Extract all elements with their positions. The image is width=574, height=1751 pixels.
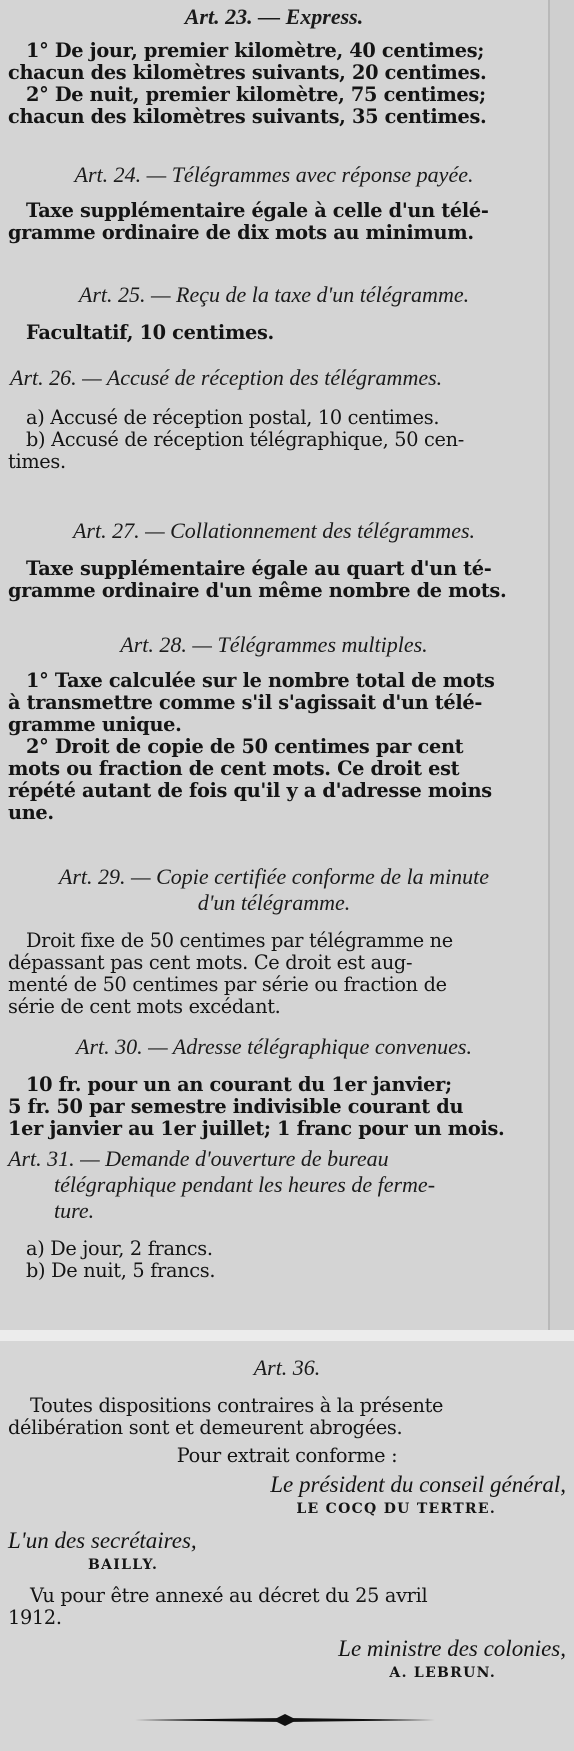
article-body — [8, 1395, 566, 1439]
text-line: 10 fr. pour un an courant du 1er janvier; — [26, 1073, 452, 1096]
article-27 — [8, 518, 540, 602]
closing-rule-ornament — [135, 1713, 435, 1727]
article-31 — [8, 1146, 540, 1282]
text-line: gramme ordinaire de dix mots au minimum. — [8, 221, 474, 244]
column-separator — [0, 1330, 574, 1341]
president-name: LE COCQ DU TERTRE. — [296, 1501, 496, 1517]
minister-title: Le ministre des colonies, — [338, 1636, 566, 1661]
text-line: gramme ordinaire d'un même nombre de mots. — [8, 579, 507, 602]
text-line: délibération sont et demeurent abrogées. — [8, 1416, 403, 1439]
president-title: Le président du conseil général, — [270, 1472, 566, 1497]
article-heading: Art. 23. — Express. — [184, 4, 364, 29]
article-29 — [8, 864, 540, 1018]
article-heading: Art. 24. — Télégrammes avec réponse payée. — [74, 162, 474, 187]
text-line: b) Accusé de réception télégraphique, 50 cen- — [26, 428, 464, 451]
article-heading: Art. 26. — Accusé de réception des télégrammes. — [10, 365, 443, 390]
text-line: Droit fixe de 50 centimes par télégramme ne — [26, 929, 453, 952]
text-line: répété autant de fois qu'il y a d'adresse moins — [8, 779, 492, 802]
text-line: une. — [8, 801, 54, 824]
article-heading-continued: télégraphique pendant les heures de ferme- — [54, 1172, 436, 1197]
article-25 — [8, 282, 540, 344]
article-heading: Art. 27. — Collationnement des télégrammes. — [72, 518, 476, 543]
article-body — [8, 1238, 540, 1282]
article-body — [8, 930, 540, 1018]
minister-name: A. LEBRUN. — [389, 1665, 496, 1681]
secretary-name: BAILLY. — [88, 1557, 159, 1573]
text-line: 1° De jour, premier kilomètre, 40 centimes; — [26, 39, 485, 62]
article-body — [8, 1074, 540, 1140]
article-body — [8, 670, 540, 824]
article-heading-continued: d'un télégramme. — [197, 890, 351, 915]
extract-line: Pour extrait conforme : — [176, 1444, 398, 1467]
text-line: Taxe supplémentaire égale au quart d'un té- — [26, 557, 492, 580]
text-line: b) De nuit, 5 francs. — [26, 1259, 216, 1282]
article-body — [8, 407, 540, 473]
article-heading: Art. 28. — Télégrammes multiples. — [120, 632, 428, 657]
text-line: Toutes dispositions contraires à la présente — [30, 1394, 444, 1417]
text-line: 5 fr. 50 par semestre indivisible courant du — [8, 1095, 464, 1118]
text-line: times. — [8, 450, 66, 473]
article-heading: Art. 29. — Copie certifiée conforme de la minute — [58, 864, 490, 889]
text-line: série de cent mots excédant. — [8, 995, 281, 1018]
article-heading: Art. 31. — Demande d'ouverture de bureau — [8, 1146, 389, 1171]
text-line: a) Accusé de réception postal, 10 centimes. — [26, 406, 440, 429]
article-heading: Art. 25. — Reçu de la taxe d'un télégramme. — [78, 282, 470, 307]
text-line: menté de 50 centimes par série ou fraction de — [8, 973, 447, 996]
text-line: mots ou fraction de cent mots. Ce droit est — [8, 757, 460, 780]
article-body — [8, 200, 540, 244]
lower-column — [0, 1341, 574, 1751]
text-line: à transmettre comme s'il s'agissait d'un télé- — [8, 691, 483, 714]
article-28 — [8, 632, 540, 824]
text-line: Facultatif, 10 centimes. — [26, 321, 274, 344]
article-26 — [8, 365, 540, 473]
article-30 — [8, 1034, 540, 1140]
article-24 — [8, 162, 540, 244]
article-heading: Art. 30. — Adresse télégraphique convenues. — [76, 1034, 472, 1059]
annex-text — [8, 1585, 566, 1629]
text-line: chacun des kilomètres suivants, 20 centimes. — [8, 61, 487, 84]
article-heading: Art. 36. — [253, 1355, 321, 1380]
article-23 — [8, 4, 540, 128]
text-line: 1° Taxe calculée sur le nombre total de mots — [26, 669, 495, 692]
text-line: Vu pour être annexé au décret du 25 avril — [30, 1584, 428, 1607]
text-line: Taxe supplémentaire égale à celle d'un télé- — [26, 199, 489, 222]
text-line: dépassant pas cent mots. Ce droit est aug- — [8, 951, 413, 974]
article-body — [8, 322, 540, 344]
text-line: a) De jour, 2 francs. — [26, 1237, 213, 1260]
text-line: gramme unique. — [8, 713, 182, 736]
text-line: chacun des kilomètres suivants, 35 centimes. — [8, 105, 487, 128]
text-line: 2° De nuit, premier kilomètre, 75 centimes; — [26, 83, 486, 106]
article-heading-continued: ture. — [54, 1198, 95, 1223]
secretary-title: L'un des secrétaires, — [8, 1528, 197, 1553]
text-line: 1er janvier au 1er juillet; 1 franc pour un mois. — [8, 1117, 505, 1140]
text-line: 1912. — [8, 1606, 62, 1629]
article-body — [8, 558, 540, 602]
text-line: 2° Droit de copie de 50 centimes par cent — [26, 735, 464, 758]
article-36 — [8, 1355, 566, 1681]
article-body — [8, 40, 540, 128]
